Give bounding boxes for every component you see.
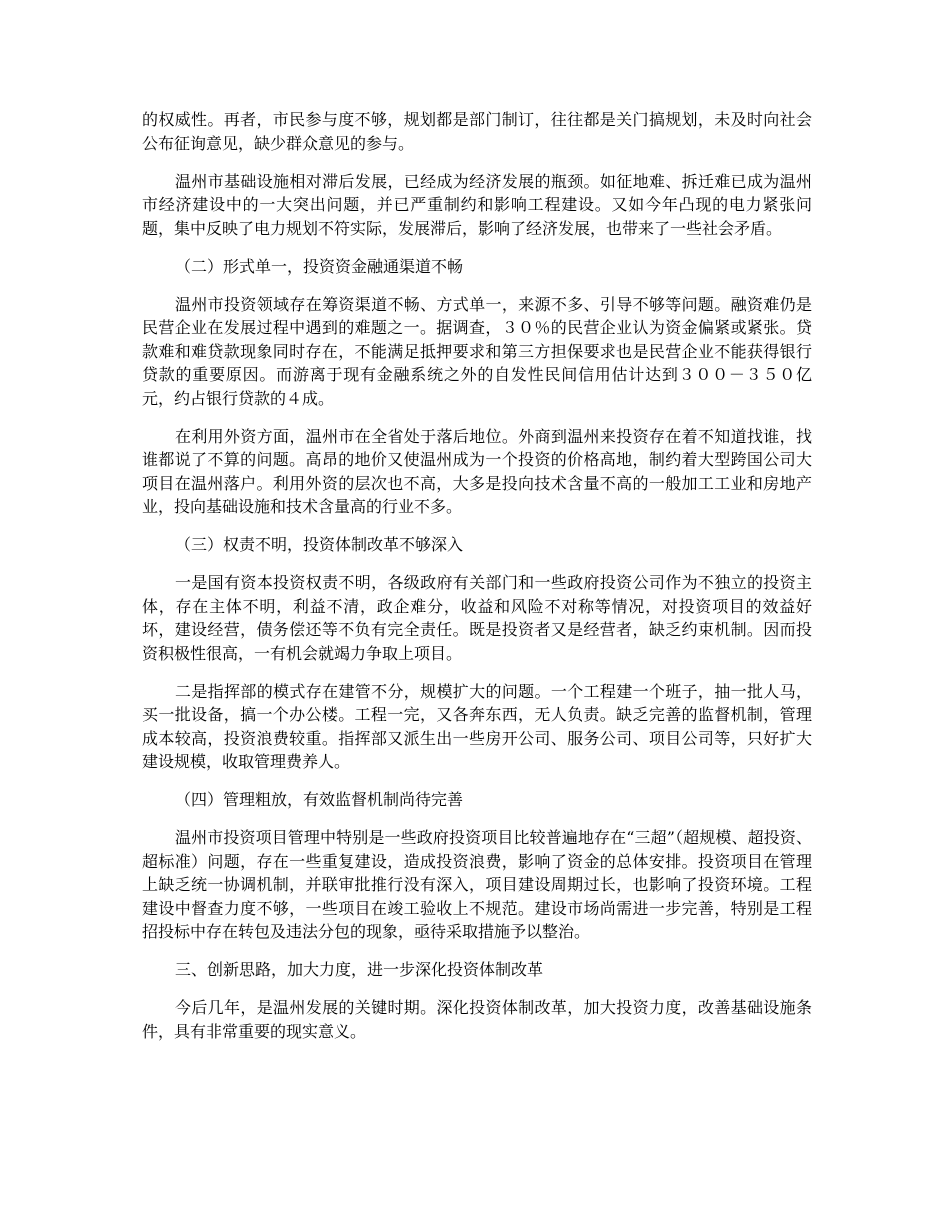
section-heading: （四）管理粗放，有效监督机制尚待完善 <box>175 790 464 809</box>
body-paragraph: 今后几年，是温州发展的关键时期。深化投资体制改革，加大投资力度，改善基础设施条件，具有非常重要的现实意义。 <box>142 998 812 1041</box>
document-page <box>142 108 812 1058</box>
body-paragraph: 温州市投资领域存在筹资渠道不畅、方式单一，来源不多、引导不够等问题。融资难仍是民营企业在发展过程中遇到的难题之一。据调查，３０％的民营企业认为资金偏紧或紧张。贷款难和难贷款现象同时存在，不能满足抵押要求和第三方担保要求也是民营企业不能获得银行贷款的重要原因。而游离于现有金融系统之外的自发性民间信用估计达到３００－３５０亿元，约占银行贷款的４成。 <box>142 294 812 408</box>
section-heading: （二）形式单一，投资资金融通渠道不畅 <box>175 256 464 276</box>
body-paragraph: 在利用外资方面，温州市在全省处于落后地位。外商到温州来投资存在着不知道找谁，找谁都说了不算的问题。高昂的地价又使温州成为一个投资的价格高地，制约着大型跨国公司大项目在温州落户。利用外资的层次也不高，大多是投向技术含量不高的一般加工工业和房地产业，投向基础设施和技术含量高的行业不多。 <box>142 426 812 516</box>
body-paragraph: 温州市投资项目管理中特别是一些政府投资项目比较普遍地存在“三超”（超规模、超投资、超标准）问题，存在一些重复建设，造成投资浪费，影响了资金的总体安排。投资项目在管理上缺乏统一协调机制，并联审批推行没有深入，项目建设周期过长，也影响了投资环境。工程建设中督查力度不够，一些项目在竣工验收上不规范。建设市场尚需进一步完善，特别是工程招投标中存在转包及违法分包的现象，亟待采取措施予以整治。 <box>142 828 812 941</box>
body-paragraph: 一是国有资本投资权责不明，各级政府有关部门和一些政府投资公司作为不独立的投资主体，存在主体不明，利益不清，政企难分，收益和风险不对称等情况，对投资项目的效益好坏，建设经营，债务偿还等不负有完全责任。既是投资者又是经营者，缺乏约束机制。因而投资积极性很高，一有机会就竭力争取上项目。 <box>142 573 812 663</box>
body-paragraph: 温州市基础设施相对滞后发展，已经成为经济发展的瓶颈。如征地难、拆迁难已成为温州市经济建设中的一大突出问题，并已严重制约和影响工程建设。又如今年凸现的电力紧张问题，集中反映了电力规划不符实际，发展滞后，影响了经济发展，也带来了一些社会矛盾。 <box>142 171 812 238</box>
chapter-heading: 三、创新思路，加大力度，进一步深化投资体制改革 <box>175 960 544 979</box>
section-heading: （三）权责不明，投资体制改革不够深入 <box>175 535 464 554</box>
body-paragraph: 的权威性。再者，市民参与度不够，规划都是部门制订，往往都是关门搞规划，未及时向社会公布征询意见，缺少群众意见的参与。 <box>142 110 812 153</box>
body-paragraph: 二是指挥部的模式存在建管不分，规模扩大的问题。一个工程建一个班子，抽一批人马，买一批设备，搞一个办公楼。工程一完，又各奔东西，无人负责。缺乏完善的监督机制，管理成本较高，投资浪费较重。指挥部又派生出一些房开公司、服务公司、项目公司等，只好扩大建设规模，收取管理费养人。 <box>142 681 812 771</box>
